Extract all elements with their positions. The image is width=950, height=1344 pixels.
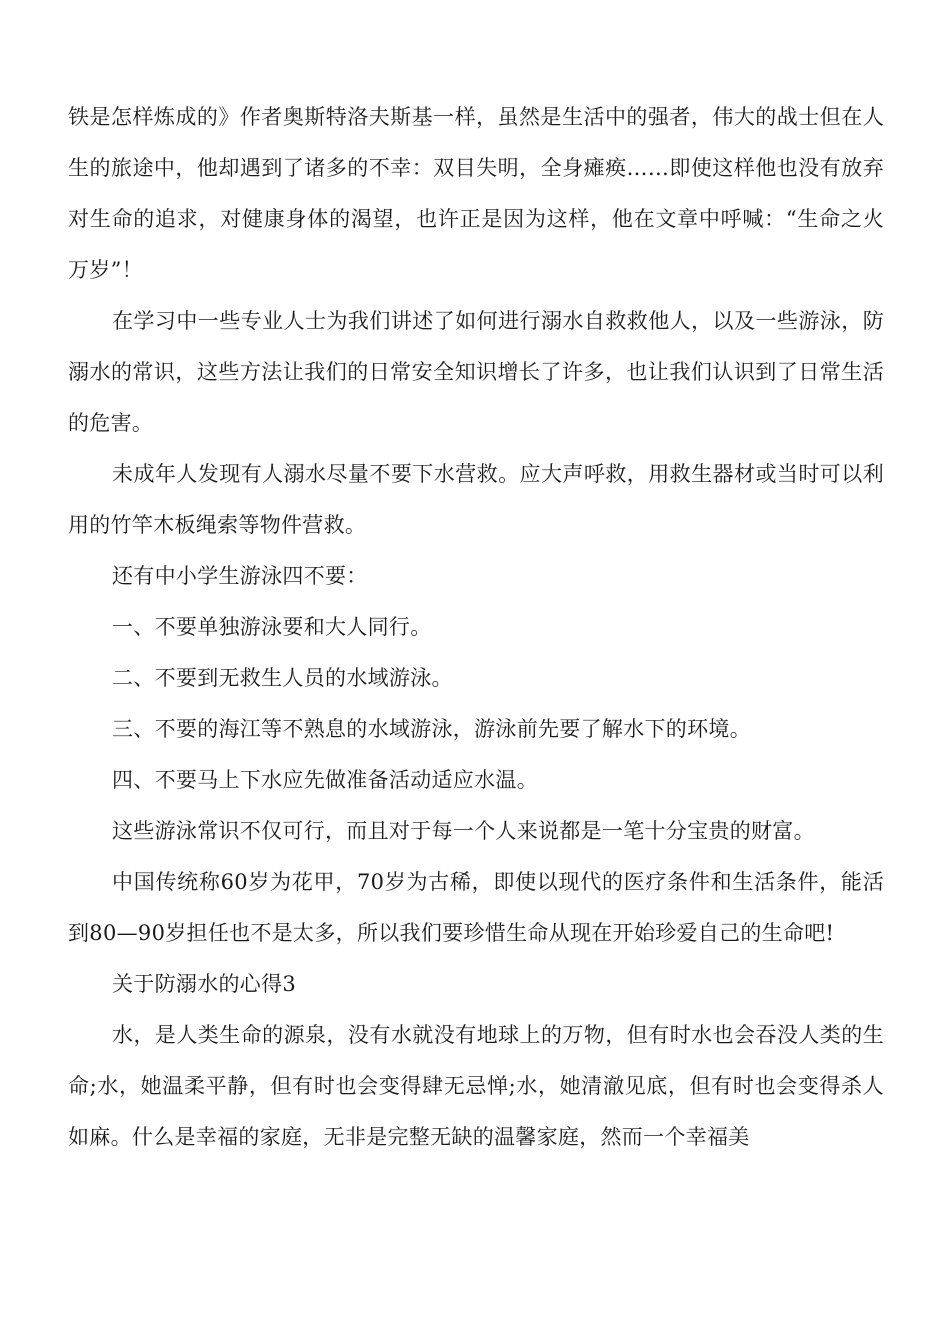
paragraph-1: 铁是怎样炼成的》作者奥斯特洛夫斯基一样，虽然是生活中的强者，伟大的战士但在人生的旅途中，他却遇到了诸多的不幸：双目失明，全身瘫痪……即使这样他也没有放弃对生命的追求，对健康身体的渴望，也许正是因为这样，他在文章中呼喊：“生命之火万岁”！	[68, 105, 884, 282]
list-item-4: 四、不要马上下水应先做准备活动适应水温。	[112, 768, 538, 792]
paragraph-2: 在学习中一些专业人士为我们讲述了如何进行溺水自救救他人，以及一些游泳，防溺水的常识，这些方法让我们的日常安全知识增长了许多，也让我们认识到了日常生活的危害。	[68, 309, 884, 435]
paragraph-3: 未成年人发现有人溺水尽量不要下水营救。应大声呼救，用救生器材或当时可以利用的竹竿木板绳索等物件营救。	[68, 462, 884, 537]
list-item-3: 三、不要的海江等不熟息的水域游泳，游泳前先要了解水下的环境。	[112, 717, 751, 741]
paragraph-7: 水，是人类生命的源泉，没有水就没有地球上的万物，但有时水也会吞没人类的生命;水，她温柔平静，但有时也会变得肆无忌惮;水，她清澈见底，但有时也会变得杀人如麻。什么是幸福的家庭，无非是完整无缺的温馨家庭，然而一个幸福美	[68, 1023, 884, 1149]
list-item-2: 二、不要到无救生人员的水域游泳。	[112, 666, 453, 690]
paragraph-6: 中国传统称60岁为花甲，70岁为古稀，即使以现代的医疗条件和生活条件，能活到80—90岁担任也不是太多，所以我们要珍惜生命从现在开始珍爱自己的生命吧!	[68, 870, 884, 945]
paragraph-4: 还有中小学生游泳四不要：	[112, 564, 368, 588]
section-heading: 关于防溺水的心得3	[112, 972, 297, 996]
paragraph-5: 这些游泳常识不仅可行，而且对于每一个人来说都是一笔十分宝贵的财富。	[112, 819, 815, 843]
document-body	[68, 92, 884, 1163]
list-item-1: 一、不要单独游泳要和大人同行。	[112, 615, 432, 639]
